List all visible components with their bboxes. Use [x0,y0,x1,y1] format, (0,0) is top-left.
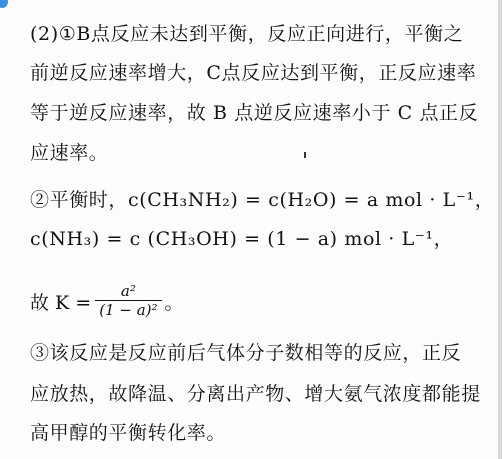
text-line: 应速率。 [30,142,109,164]
text-line: 前逆反应速率增大，C点反应达到平衡，正反应速率 [30,62,477,84]
text-line: 应放热，故降温、分离出产物、增大氨气浓度都能提 [30,383,481,405]
fraction-numerator: a² [120,281,136,300]
text-line: ②平衡时，c(CH₃NH₂) = c(H₂O) = a mol · L⁻¹， [30,189,495,211]
text-line: (2)①B点反应未达到平衡，反应正向进行，平衡之 [30,23,464,45]
scan-speck [304,152,306,158]
text-line: ③该反应是反应前后气体分子数相等的反应，正反 [30,342,462,364]
formula-prefix: 故 K = [30,291,92,314]
text-line: 高甲醇的平衡转化率。 [30,422,227,444]
text-line: c(NH₃) = c (CH₃OH) = (1 − a) mol · L⁻¹， [30,228,454,250]
fraction [95,283,161,320]
text-line: 等于逆反应速率，故 B 点逆反应速率小于 C 点正反 [30,102,479,124]
tab-indicator-icon [0,0,8,8]
equilibrium-constant-formula [30,276,184,326]
fraction-denominator: (1 − a)² [99,301,158,320]
formula-suffix: 。 [164,291,184,314]
page-edge [498,0,502,459]
